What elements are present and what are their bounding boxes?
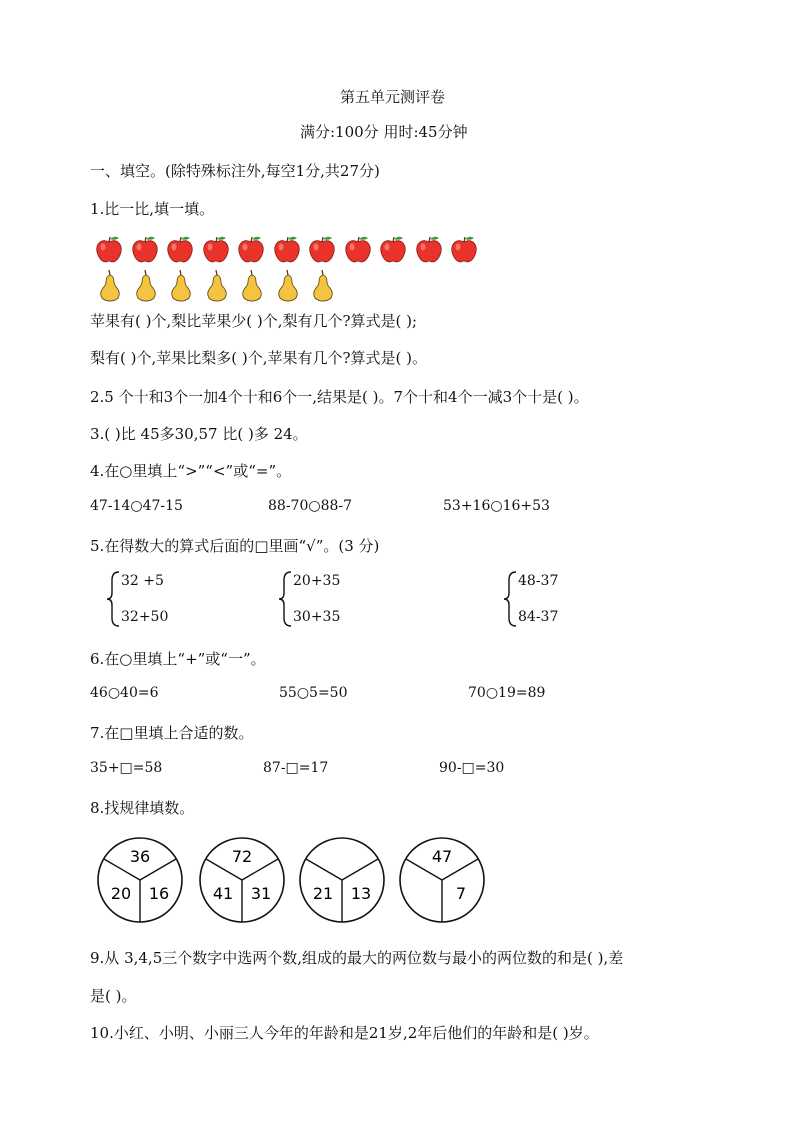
circle-top-number: 47 (431, 847, 453, 866)
page-subtitle: 满分:100分 用时:45分钟 (300, 123, 468, 141)
apple-icon (272, 234, 302, 264)
circle-left-number: 41 (212, 884, 234, 903)
apple-icon (130, 234, 160, 264)
pear-icon (238, 270, 266, 302)
fruit-illustration (94, 232, 494, 304)
question-4-stem: 4.在○里填上“>”“<”或“=”。 (90, 462, 292, 480)
page-title: 第五单元测评卷 (340, 88, 446, 106)
question-9-line-2: 是( )。 (90, 987, 137, 1005)
circle-right-number: 31 (250, 884, 272, 903)
circle-right-number: 7 (455, 884, 467, 903)
question-7-item: 90-□=30 (439, 760, 505, 776)
question-5-top-expression: 32 +5 (121, 573, 164, 589)
apple-icon (307, 234, 337, 264)
question-8-stem: 8.找规律填数。 (90, 799, 195, 817)
question-6-item: 55○5=50 (279, 685, 348, 701)
number-circle (96, 836, 184, 924)
question-10: 10.小红、小明、小丽三人今年的年龄和是21岁,2年后他们的年龄和是( )岁。 (90, 1024, 599, 1042)
pear-icon (274, 270, 302, 302)
pear-icon (203, 270, 231, 302)
question-6-item: 46○40=6 (90, 685, 159, 701)
apple-icon (378, 234, 408, 264)
question-5-bottom-expression: 84-37 (518, 609, 559, 625)
brace-icon (502, 570, 518, 628)
number-circle (298, 836, 386, 924)
question-5-top-expression: 20+35 (293, 573, 341, 589)
apple-icon (449, 234, 479, 264)
question-5-bottom-expression: 32+50 (121, 609, 169, 625)
question-4-item: 47-14○47-15 (90, 498, 183, 514)
question-5-stem: 5.在得数大的算式后面的□里画“√”。(3 分) (90, 537, 380, 555)
section-heading: 一、填空。(除特殊标注外,每空1分,共27分) (90, 162, 380, 180)
question-2: 2.5 个十和3个一加4个十和6个一,结果是( )。7个十和4个一减3个十是( )。 (90, 388, 589, 406)
brace-icon (105, 570, 121, 628)
question-1-stem: 1.比一比,填一填。 (90, 200, 215, 218)
number-circle (398, 836, 486, 924)
question-4-item: 88-70○88-7 (268, 498, 353, 514)
apple-icon (94, 234, 124, 264)
circle-left-number: 20 (110, 884, 132, 903)
question-5-bottom-expression: 30+35 (293, 609, 341, 625)
question-1-line-2: 梨有( )个,苹果比梨多( )个,苹果有几个?算式是( )。 (90, 349, 427, 367)
circle-left-number: 21 (312, 884, 334, 903)
apple-icon (343, 234, 373, 264)
question-3: 3.( )比 45多30,57 比( )多 24。 (90, 425, 308, 443)
apple-icon (414, 234, 444, 264)
question-1-line-1: 苹果有( )个,梨比苹果少( )个,梨有几个?算式是( ); (90, 312, 418, 330)
apple-icon (236, 234, 266, 264)
pear-icon (132, 270, 160, 302)
question-4-item: 53+16○16+53 (443, 498, 550, 514)
circle-top-number: 72 (231, 847, 253, 866)
question-7-item: 35+□=58 (90, 760, 163, 776)
circle-top-number: 36 (129, 847, 151, 866)
question-9-line-1: 9.从 3,4,5三个数字中选两个数,组成的最大的两位数与最小的两位数的和是( ),差 (90, 949, 624, 967)
question-6-stem: 6.在○里填上“+”或“一”。 (90, 650, 266, 668)
question-7-item: 87-□=17 (263, 760, 329, 776)
apple-icon (165, 234, 195, 264)
question-5-top-expression: 48-37 (518, 573, 559, 589)
number-circle (198, 836, 286, 924)
pear-icon (167, 270, 195, 302)
apple-icon (201, 234, 231, 264)
pear-icon (96, 270, 124, 302)
question-7-stem: 7.在□里填上合适的数。 (90, 724, 254, 742)
question-6-item: 70○19=89 (468, 685, 546, 701)
circle-right-number: 16 (148, 884, 170, 903)
brace-icon (277, 570, 293, 628)
pear-icon (309, 270, 337, 302)
circle-right-number: 13 (350, 884, 372, 903)
